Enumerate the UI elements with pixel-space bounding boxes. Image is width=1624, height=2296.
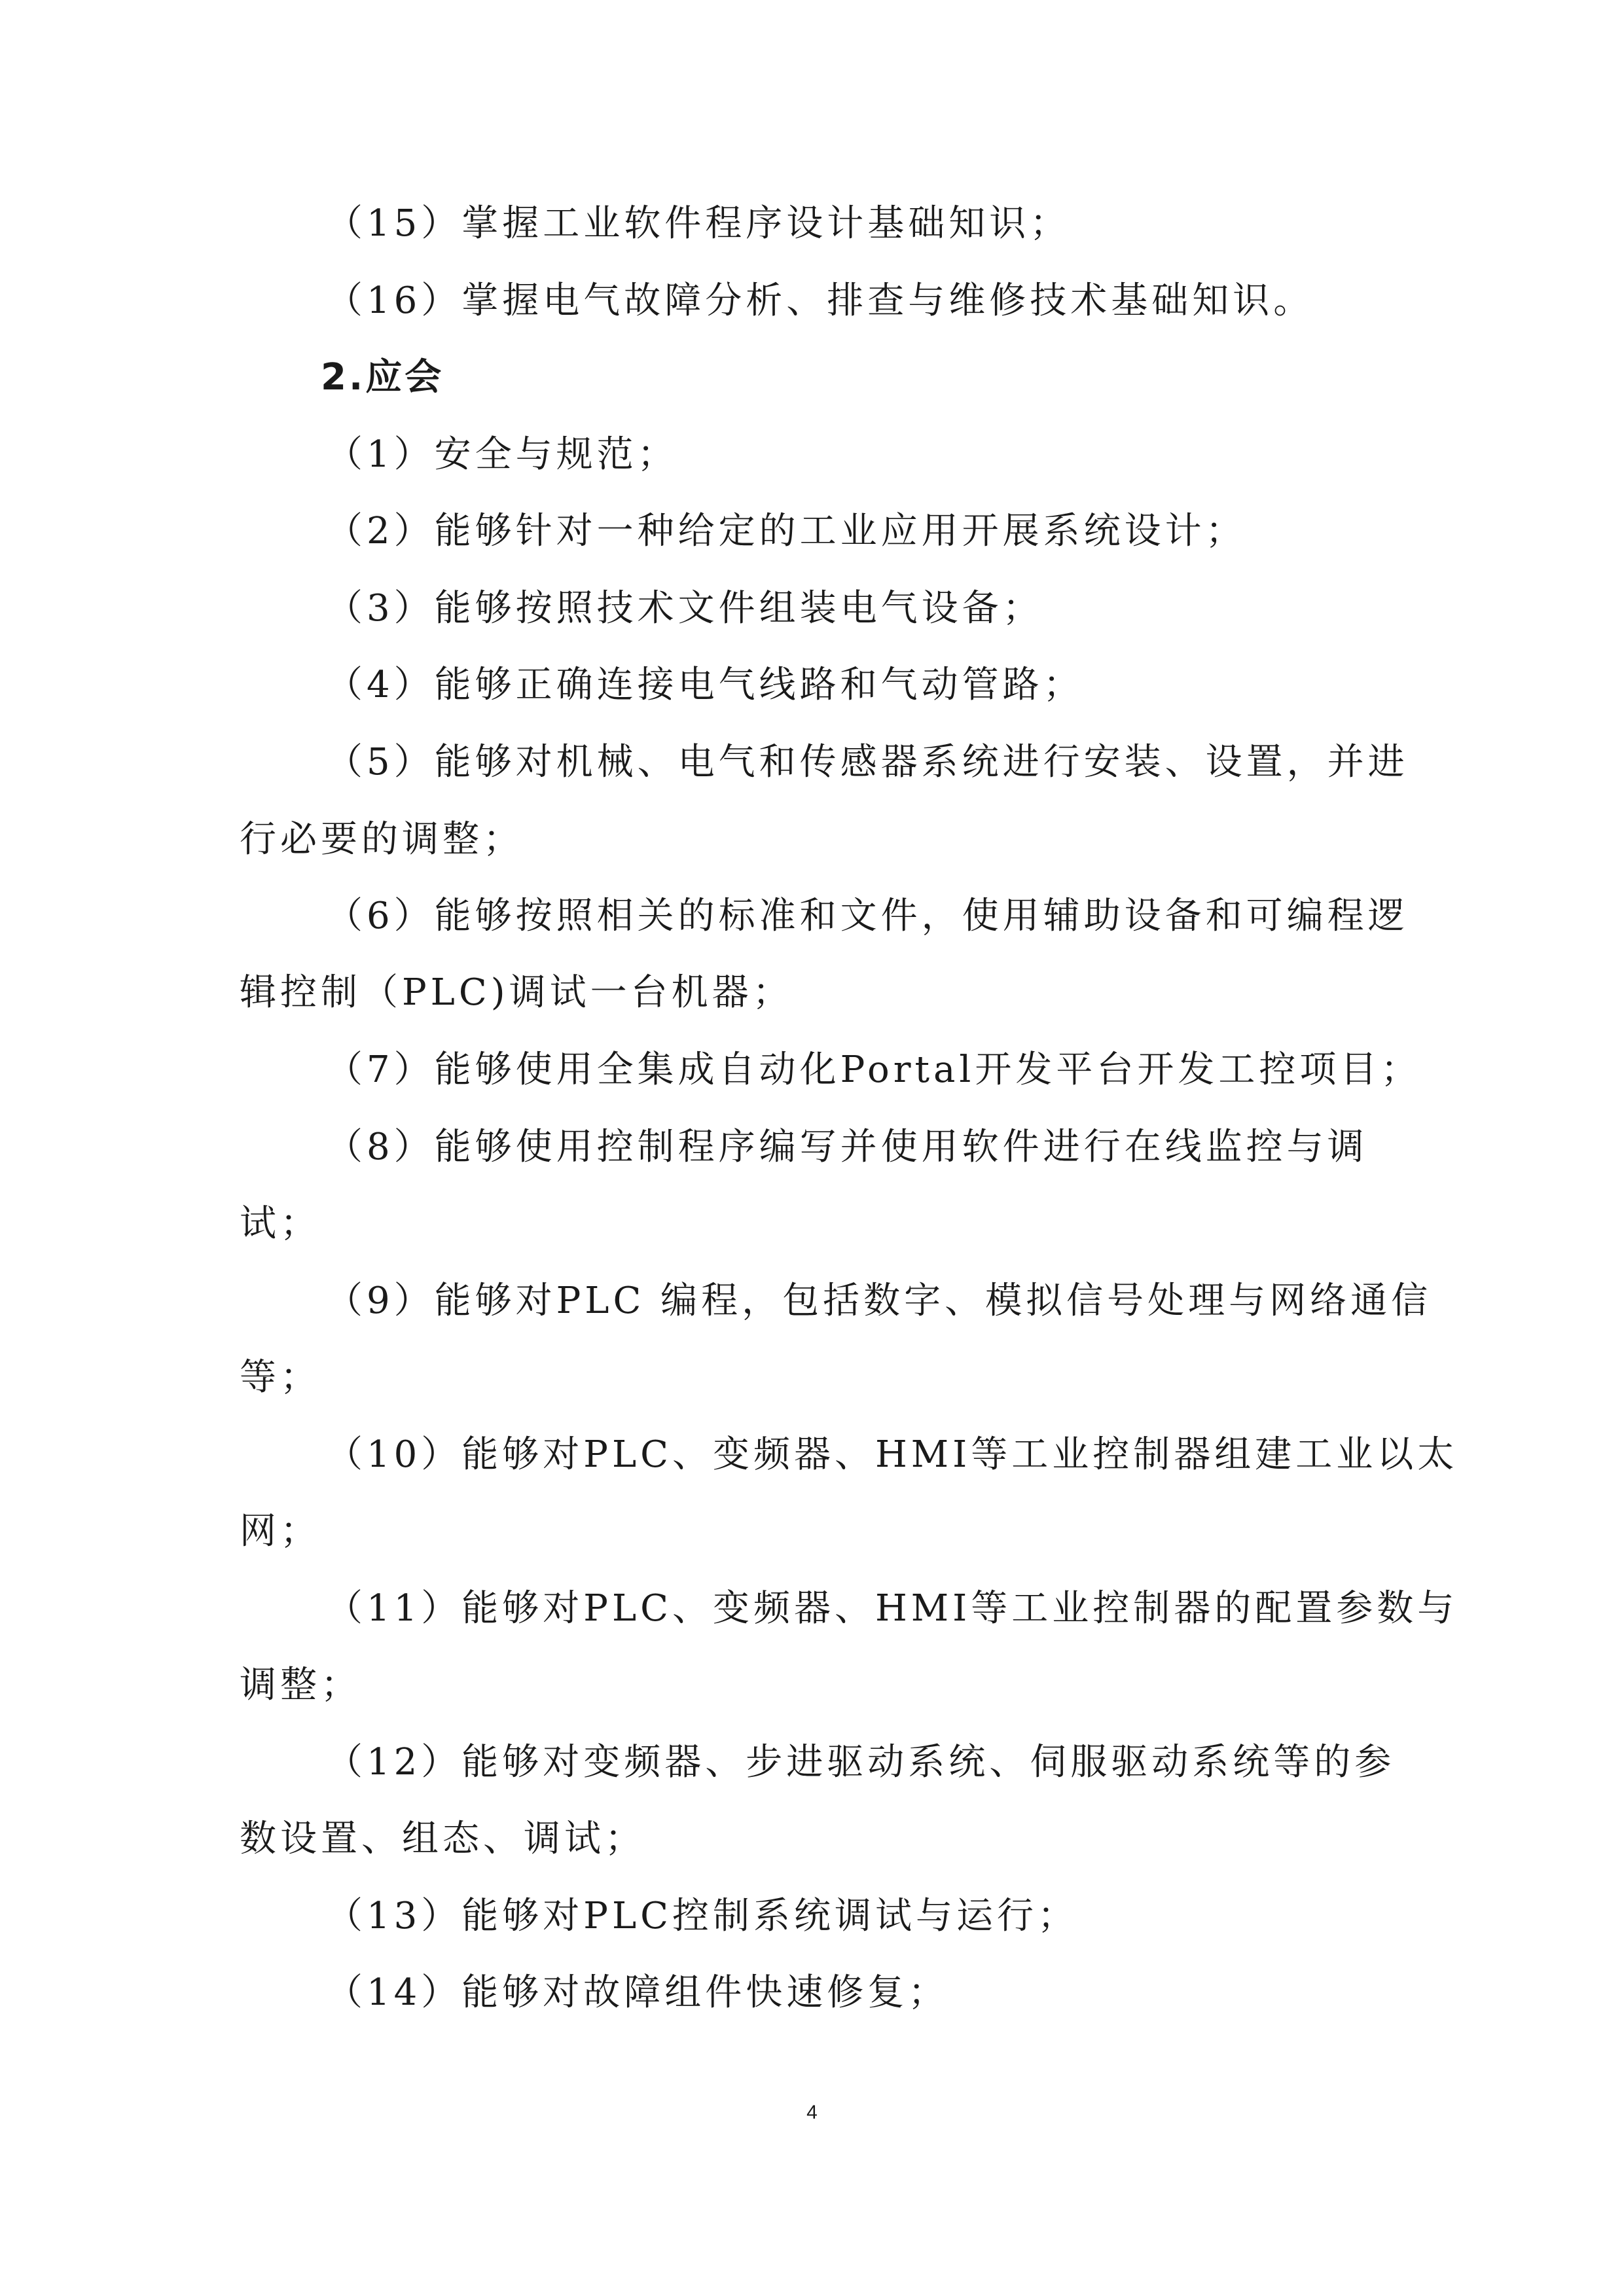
page-number: 4: [806, 2102, 818, 2123]
item-13-skill: （13）能够对PLC控制系统调试与运行；: [326, 1895, 1078, 1937]
item-12-skill-line-1: （12）能够对变频器、步进驱动系统、伺服驱动系统等的参: [326, 1741, 1396, 1784]
section-heading-skills: 2.应会: [321, 356, 444, 399]
item-9-skill-line-1: （9）能够对PLC 编程，包括数字、模拟信号处理与网络通信: [326, 1280, 1432, 1322]
item-6-skill-line-1: （6）能够按照相关的标准和文件，使用辅助设备和可编程逻: [326, 895, 1409, 937]
item-9-skill-line-2: 等；: [240, 1356, 321, 1399]
item-15-knowledge: （15）掌握工业软件程序设计基础知识；: [326, 202, 1071, 245]
item-3-skill: （3）能够按照技术文件组装电气设备；: [326, 587, 1043, 630]
item-4-skill: （4）能够正确连接电气线路和气动管路；: [326, 664, 1084, 706]
item-6-skill-line-2: 辑控制（PLC)调试一台机器；: [240, 971, 793, 1014]
item-11-skill-line-1: （11）能够对PLC、变频器、HMI等工业控制器的配置参数与: [326, 1587, 1458, 1630]
item-14-skill: （14）能够对故障组件快速修复；: [326, 1971, 949, 2014]
item-1-skill: （1）安全与规范；: [326, 433, 678, 476]
item-5-skill-line-2: 行必要的调整；: [240, 818, 524, 861]
item-7-skill: （7）能够使用全集成自动化Portal开发平台开发工控项目；: [326, 1049, 1422, 1091]
item-8-skill-line-2: 试；: [240, 1202, 321, 1245]
item-11-skill-line-2: 调整；: [240, 1664, 361, 1706]
item-16-knowledge: （16）掌握电气故障分析、排查与维修技术基础知识。: [326, 279, 1314, 322]
item-2-skill: （2）能够针对一种给定的工业应用开展系统设计；: [326, 510, 1246, 552]
item-8-skill-line-1: （8）能够使用控制程序编写并使用软件进行在线监控与调: [326, 1126, 1368, 1168]
item-5-skill-line-1: （5）能够对机械、电气和传感器系统进行安装、设置，并进: [326, 741, 1409, 783]
item-10-skill-line-2: 网；: [240, 1510, 321, 1552]
item-10-skill-line-1: （10）能够对PLC、变频器、HMI等工业控制器组建工业以太: [326, 1433, 1458, 1476]
item-12-skill-line-2: 数设置、组态、调试；: [240, 1818, 645, 1860]
